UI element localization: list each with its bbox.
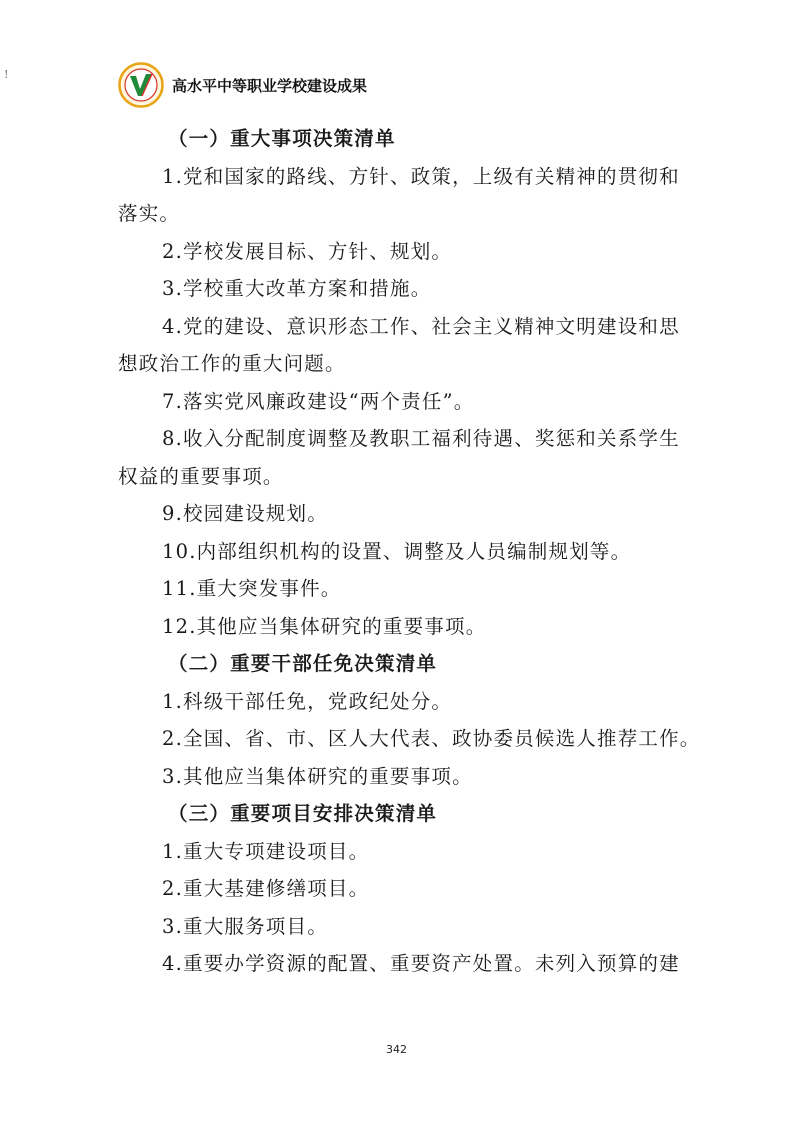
body-line: 权益的重要事项。 (118, 464, 284, 488)
body-line: 10.内部组织机构的设置、调整及人员编制规划等。 (162, 539, 632, 563)
body-line: 3.学校重大改革方案和措施。 (162, 277, 432, 300)
body-line: 1.科级干部任免，党政纪处分。 (162, 689, 453, 713)
body-line: 2.重大基建修缮项目。 (162, 877, 370, 900)
section-heading: （二）重要干部任免决策清单 (168, 652, 438, 675)
body-line: 1.重大专项建设项目。 (162, 839, 370, 863)
section-heading: （三）重要项目安排决策清单 (168, 802, 438, 825)
body-line: 7.落实党风廉政建设“两个责任”。 (162, 389, 475, 413)
section-heading: （一）重大事项决策清单 (168, 127, 396, 150)
page-header (118, 62, 678, 108)
body-line: 2.全国、省、市、区人大代表、政协委员候选人推荐工作。 (162, 727, 701, 750)
document-body (118, 120, 701, 983)
body-line: 11.重大突发事件。 (162, 577, 342, 600)
body-line: 1.党和国家的路线、方针、政策，上级有关精神的贯彻和 (162, 164, 680, 188)
body-line: 想政治工作的重大问题。 (118, 352, 346, 375)
school-logo (118, 62, 164, 108)
body-line: 4.重要办学资源的配置、重要资产处置。未列入预算的建 (162, 952, 680, 975)
body-line: 12.其他应当集体研究的重要事项。 (162, 614, 487, 638)
body-line: 9.校园建设规划。 (162, 502, 328, 525)
logo-mark: ! (4, 68, 9, 81)
body-line: 8.收入分配制度调整及教职工福利待遇、奖惩和关系学生 (162, 427, 680, 450)
body-line: 3.其他应当集体研究的重要事项。 (162, 764, 473, 788)
header-title: 高水平中等职业学校建设成果 (172, 77, 368, 95)
page-number: 342 (386, 1043, 407, 1056)
body-line: 2.学校发展目标、方针、规划。 (162, 239, 453, 263)
body-line: 4.党的建设、意识形态工作、社会主义精神文明建设和思 (162, 314, 680, 338)
body-line: 落实。 (118, 202, 181, 225)
body-line: 3.重大服务项目。 (162, 914, 328, 938)
